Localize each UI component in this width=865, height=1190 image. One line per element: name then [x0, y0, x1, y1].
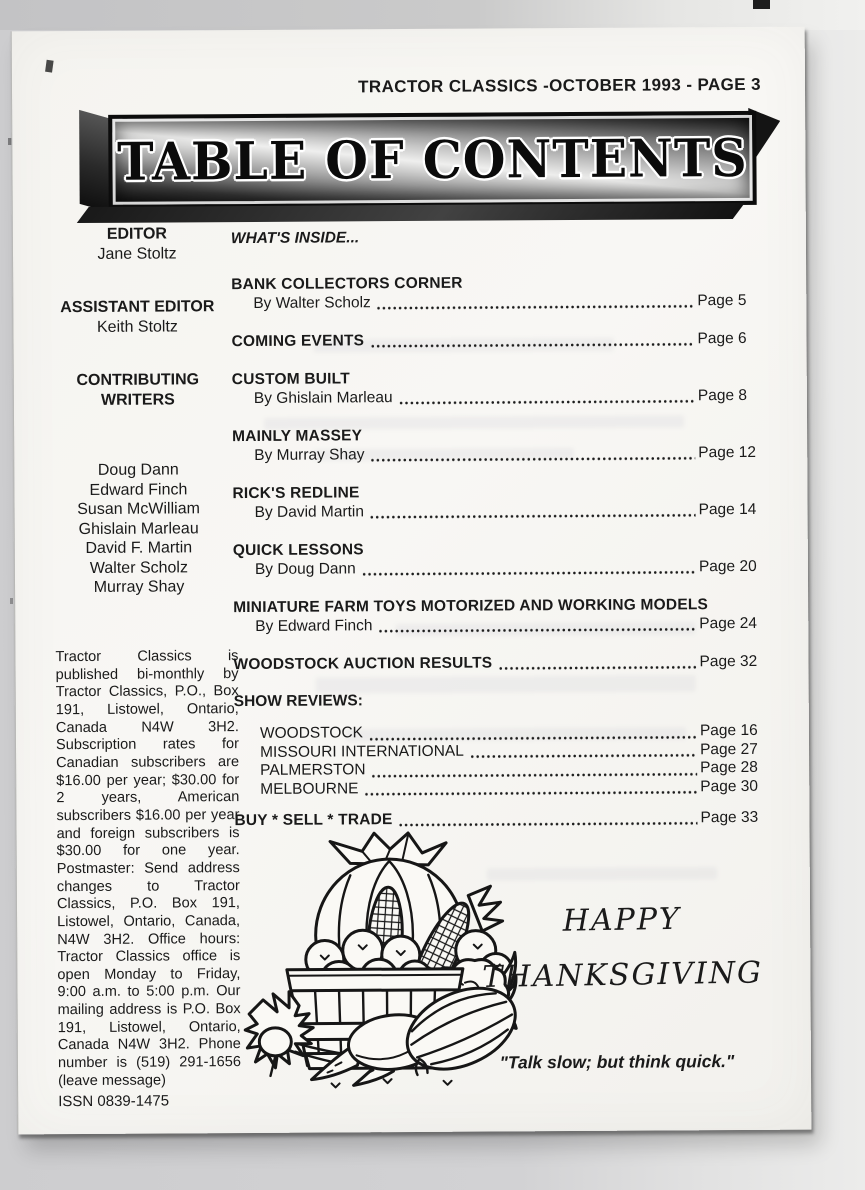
scanner-bed-band	[0, 0, 865, 30]
toc-entry-page: Page 32	[699, 652, 758, 671]
paper-sheet	[11, 27, 812, 1135]
contributing-writers-list	[42, 460, 235, 598]
toc-entry-byline: By Ghislain Marleau	[253, 389, 393, 407]
toc-entry-title: RICK'S REDLINE	[232, 484, 360, 503]
banner-face	[108, 111, 757, 209]
publication-info-block	[55, 648, 241, 1112]
show-review-title: MISSOURI INTERNATIONAL	[259, 742, 464, 761]
toc-entry-page: Page 14	[698, 500, 757, 519]
show-review-title: PALMERSTON	[260, 761, 366, 779]
toc-entry	[232, 481, 762, 522]
toc-entry-page: Page 20	[698, 557, 757, 576]
toc-entry	[232, 424, 762, 465]
writer-name: Doug Dann	[97, 461, 179, 479]
toc-entry	[232, 367, 762, 408]
toc-entry-page: Page 24	[699, 614, 758, 633]
scan-artifact	[753, 0, 770, 9]
contributing-writers-label: CONTRIBUTING WRITERS	[76, 371, 200, 409]
dot-leader	[370, 512, 696, 520]
writer-name: Susan McWilliam	[77, 500, 200, 519]
toc-entry	[233, 538, 763, 579]
writer-name: Edward Finch	[89, 480, 188, 499]
dot-leader	[370, 341, 694, 349]
toc-entry-title: WOODSTOCK AUCTION RESULTS	[233, 654, 493, 674]
toc-entry-page: Page 6	[697, 329, 747, 348]
greeting-line-2: THANKSGIVING	[482, 954, 764, 995]
toc-entry-page: Page 5	[697, 291, 747, 310]
show-review-title: MELBOURNE	[260, 779, 359, 798]
toc-entry-byline: By Murray Shay	[254, 446, 365, 464]
show-reviews-heading: SHOW REVIEWS:	[233, 692, 363, 711]
table-of-contents	[231, 227, 765, 849]
toc-entry-title: COMING EVENTS	[231, 332, 365, 351]
toc-entry-byline: By Doug Dann	[254, 560, 356, 578]
dot-leader	[362, 569, 696, 577]
toc-entry-page: Page 12	[698, 443, 757, 462]
show-review-item	[234, 777, 764, 799]
assistant-editor-name: Keith Stoltz	[96, 318, 178, 336]
toc-entry-byline: By Edward Finch	[255, 617, 373, 635]
writer-name: Murray Shay	[93, 578, 185, 596]
show-review-page: Page 27	[699, 740, 758, 758]
writer-name: Ghislain Marleau	[78, 519, 199, 538]
show-review-title: WOODSTOCK	[259, 724, 364, 742]
assistant-editor-label: ASSISTANT EDITOR	[60, 298, 215, 317]
toc-entry-title: CUSTOM BUILT	[231, 370, 350, 389]
dot-leader	[377, 303, 695, 311]
publication-info-text: Tractor Classics is published bi-monthly by Tractor Classics, P.O., Box 191, Listowel, Ontario, Canada N4W 3H2. Subscription rates for Canadian subscribers are $16.00 per year; $30.00 for 2 years, American subscribers $16.00 per year and foreign subscribers is $30.00 for one year. Postmaster: Send address changes to Tractor Classics, P.O. Box 191, Listowel, Ontario, Canada, N4W 3H2. Office hours: Tractor Classics office is open Monday to Friday, 9:00 a.m. to 5:00 p.m. Our mailing address is P.O. Box 191, Listowel, Ontario, Canada N4W 3H2. Phone number is (519) 291-1656 (leave message)	[55, 648, 241, 1089]
dot-leader	[371, 455, 696, 463]
dot-leader	[378, 626, 696, 634]
writer-name: Walter Scholz	[89, 558, 189, 577]
dot-leader	[498, 664, 696, 671]
show-review-page: Page 28	[700, 758, 758, 777]
toc-entry	[231, 329, 761, 351]
show-review-page: Page 16	[699, 721, 758, 740]
toc-entry-title: QUICK LESSONS	[232, 541, 364, 560]
dot-leader	[364, 789, 697, 797]
toc-entry-title: BANK COLLECTORS CORNER	[231, 274, 463, 294]
dot-leader	[399, 398, 695, 406]
masthead-column	[41, 224, 235, 598]
toc-entry	[233, 595, 763, 636]
issn-number: ISSN 0839-1475	[58, 1092, 170, 1111]
holiday-greeting	[468, 891, 776, 1005]
toc-entry-title: MINIATURE FARM TOYS MOTORIZED AND WORKING MODELS	[233, 596, 709, 617]
show-review-page: Page 30	[700, 777, 759, 795]
scan-artifact	[10, 598, 13, 604]
toc-entry	[233, 652, 763, 674]
toc-intro: WHAT'S INSIDE...	[230, 229, 360, 248]
toc-entry-title: BUY * SELL * TRADE	[234, 811, 393, 830]
footer-quote: "Talk slow; but think quick."	[499, 1051, 735, 1073]
editor-name: Jane Stoltz	[97, 245, 177, 263]
page-header: TRACTOR CLASSICS -OCTOBER 1993 - PAGE 3	[358, 74, 762, 97]
banner-title: TABLE OF CONTENTS	[116, 127, 748, 193]
bleed-through-ghost	[487, 867, 717, 880]
toc-entry-byline: By David Martin	[254, 503, 365, 521]
editor-label: EDITOR	[106, 225, 168, 243]
toc-entry-byline: By Walter Scholz	[253, 294, 371, 312]
toc-entry-page: Page 33	[700, 808, 759, 827]
table-of-contents-banner	[108, 111, 757, 209]
toc-entry-page: Page 8	[697, 386, 748, 405]
scan-artifact	[45, 60, 54, 73]
toc-entry	[231, 272, 761, 313]
toc-entry-title: MAINLY MASSEY	[232, 427, 363, 446]
greeting-line-1: HAPPY	[562, 901, 682, 939]
writer-name: David F. Martin	[85, 539, 193, 557]
